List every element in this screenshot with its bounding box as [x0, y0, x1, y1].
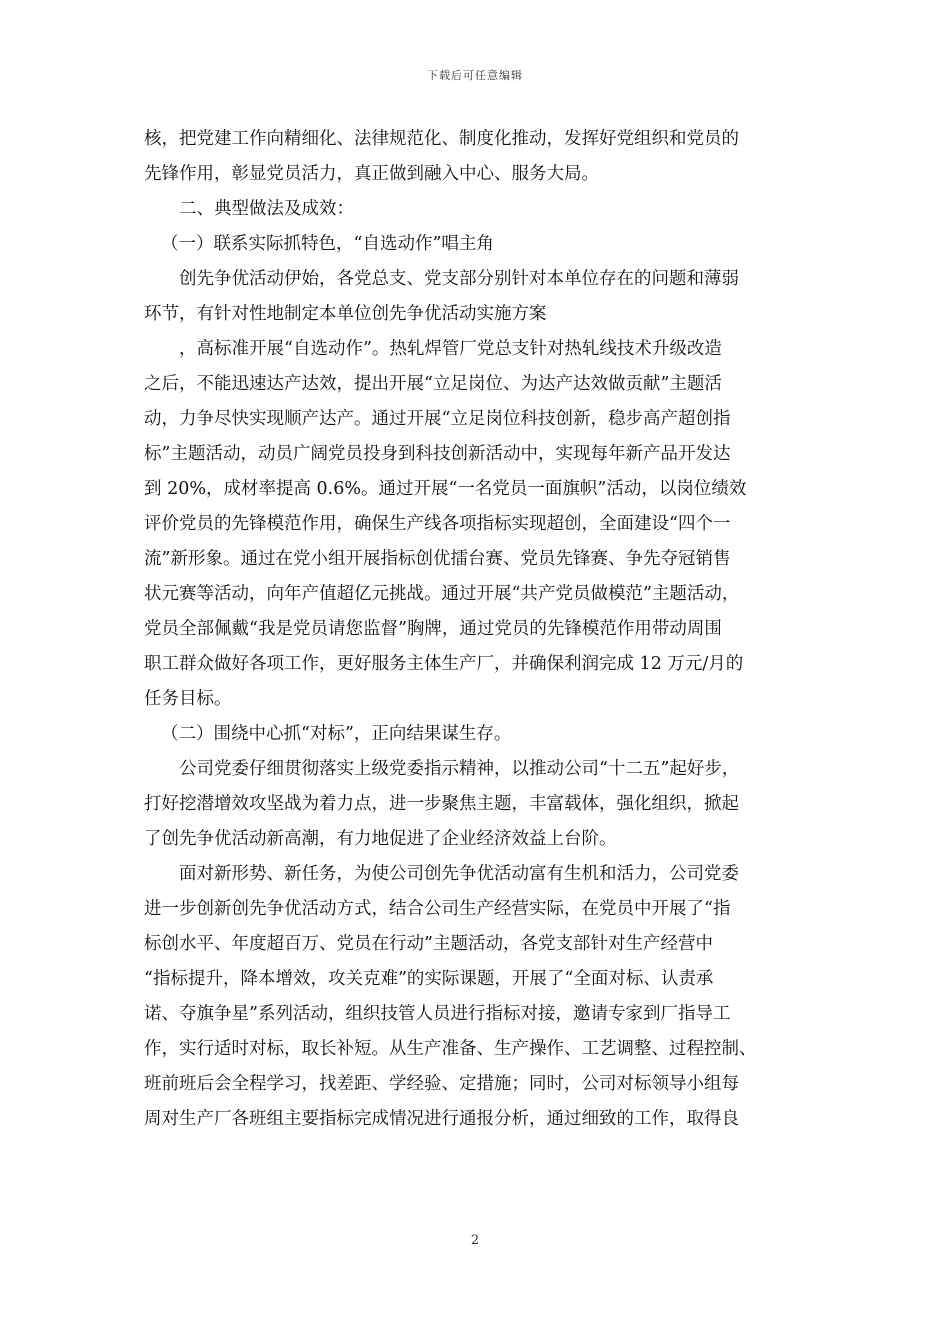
text-line: “指标提升，降本增效，攻关克难”的实际课题，开展了“全面对标、认责承 — [144, 969, 714, 989]
text-line: 流”新形象。通过在党小组开展指标创优擂台赛、党员先锋赛、争先夺冠销售 — [144, 549, 731, 569]
text-line: 动，力争尽快实现顺产达产。通过开展“立足岗位科技创新，稳步高产超创指 — [144, 409, 731, 429]
text-line: 之后，不能迅速达产达效，提出开展“立足岗位、为达产达效做贡献”主题活 — [144, 374, 722, 394]
text-line: 进一步创新创先争优活动方式，结合公司生产经营实际，在党员中开展了“指 — [144, 899, 731, 919]
text-line: 公司党委仔细贯彻落实上级党委指示精神，以推动公司“十二五”起好步， — [179, 759, 740, 779]
text-line: 先锋作用，彰显党员活力，真正做到融入中心、服务大局。 — [144, 164, 599, 184]
text-line: 任务目标。 — [144, 689, 232, 709]
text-line: 职工群众做好各项工作，更好服务主体生产厂，并确保利润完成 12 万元/月的 — [144, 654, 744, 674]
text-line: 评价党员的先锋模范作用，确保生产线各项指标实现超创，全面建设“四个一 — [144, 514, 731, 534]
subsection-heading: （一）联系实际抓特色，“自选动作”唱主角 — [161, 234, 494, 254]
page-number: 2 — [470, 1233, 480, 1248]
text-line: 诺、夺旗争星”系列活动，组织技管人员进行指标对接，邀请专家到厂指导工 — [144, 1004, 731, 1024]
text-line: 状元赛等活动，向年产值超亿元挑战。通过开展“共产党员做模范”主题活动， — [144, 584, 740, 604]
text-line: 党员全部佩戴“我是党员请您监督”胸牌，通过党员的先锋模范作用带动周围 — [144, 619, 722, 639]
text-line: 作，实行适时对标，取长补短。从生产准备、生产操作、工艺调整、过程控制、 — [144, 1039, 757, 1059]
subsection-heading: （二）围绕中心抓“对标”，正向结果谋生存。 — [161, 724, 512, 744]
text-line: 班前班后会全程学习，找差距、学经验、定措施；同时，公司对标领导小组每 — [144, 1074, 739, 1094]
text-line: 核，把党建工作向精细化、法律规范化、制度化推动，发挥好党组织和党员的 — [144, 129, 739, 149]
text-line: 周对生产厂各班组主要指标完成情况进行通报分析，通过细致的工作，取得良 — [144, 1109, 739, 1129]
text-line: 环节，有针对性地制定本单位创先争优活动实施方案 — [144, 304, 547, 324]
text-line: 了创先争优活动新高潮，有力地促进了企业经济效益上台阶。 — [144, 829, 617, 849]
text-line: 打好挖潜增效攻坚战为着力点，进一步聚焦主题，丰富载体，强化组织，掀起 — [144, 794, 739, 814]
text-line: 标”主题活动，动员广阔党员投身到科技创新活动中，实现每年新产品开发达 — [144, 444, 731, 464]
text-line: 创先争优活动伊始，各党总支、党支部分别针对本单位存在的问题和薄弱 — [179, 269, 739, 289]
text-line: 面对新形势、新任务，为使公司创先争优活动富有生机和活力，公司党委 — [179, 864, 739, 884]
page-header: 下载后可任意编辑 — [427, 69, 523, 82]
text-line: 标创水平、年度超百万、党员在行动”主题活动，各党支部针对生产经营中 — [144, 934, 713, 954]
text-line: ，高标准开展“自选动作”。热轧焊管厂党总支针对热轧线技术升级改造 — [179, 339, 722, 359]
text-line: 到 20%，成材率提高 0.6%。通过开展“一名党员一面旗帜”活动，以岗位绩效 — [144, 479, 747, 499]
document-body — [144, 122, 808, 1137]
section-heading: 二、典型做法及成效： — [179, 199, 354, 219]
